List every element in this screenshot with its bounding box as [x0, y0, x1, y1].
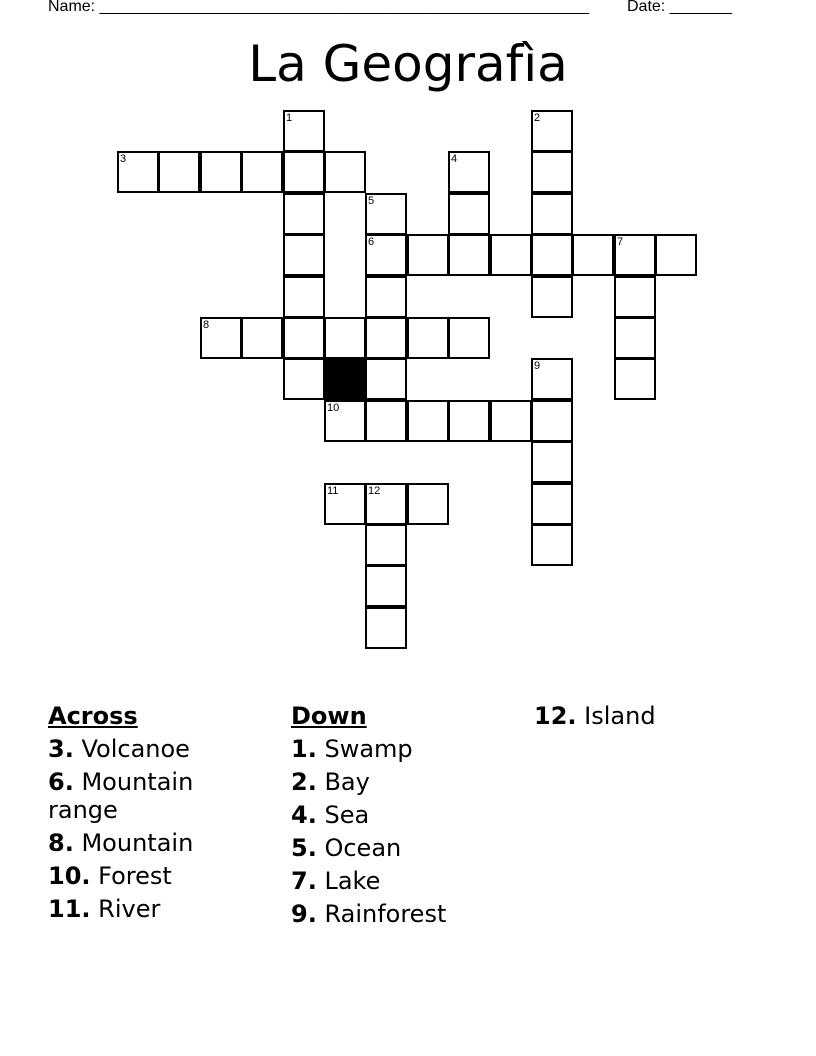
grid-cell[interactable] — [448, 193, 490, 235]
grid-cell[interactable] — [324, 151, 366, 193]
grid-cell[interactable] — [365, 524, 407, 566]
clue-number: 2 — [534, 112, 541, 124]
clue-number: 7 — [617, 236, 624, 248]
across-heading: Across — [48, 702, 138, 730]
grid-cell[interactable] — [407, 483, 449, 525]
grid-cell[interactable] — [531, 276, 573, 318]
clue-number: 3 — [120, 153, 127, 165]
grid-cell[interactable] — [200, 317, 242, 359]
clue-down-4: 4. Sea — [291, 801, 370, 829]
down-heading: Down — [291, 702, 367, 730]
clue-across-11: 11. River — [48, 895, 161, 923]
grid-cell[interactable] — [324, 483, 366, 525]
grid-cell[interactable] — [200, 151, 242, 193]
clue-number: 11 — [327, 485, 339, 497]
clue-down-5: 5. Ocean — [291, 834, 402, 862]
grid-cell[interactable] — [407, 400, 449, 442]
clue-across-6: 6. Mountain range — [48, 768, 194, 824]
grid-cell[interactable] — [365, 193, 407, 235]
name-field-label: Name: _______________________________________________________ — [48, 0, 589, 15]
grid-cell[interactable] — [283, 110, 325, 152]
blocked-cell — [324, 358, 366, 400]
clue-number: 12 — [368, 485, 381, 497]
grid-cell[interactable] — [365, 483, 407, 525]
clue-number: 6 — [368, 236, 375, 248]
grid-cell[interactable] — [158, 151, 200, 193]
grid-cell[interactable] — [365, 400, 407, 442]
clue-number: 9 — [534, 360, 541, 372]
clue-number: 5 — [368, 195, 375, 207]
grid-cell[interactable] — [614, 276, 656, 318]
down-clues — [291, 702, 511, 933]
grid-cell[interactable] — [324, 400, 366, 442]
grid-cell[interactable] — [448, 151, 490, 193]
grid-cell[interactable] — [283, 193, 325, 235]
grid-cell[interactable] — [407, 234, 449, 276]
grid-cell[interactable] — [531, 358, 573, 400]
grid-cell[interactable] — [531, 110, 573, 152]
grid-cell[interactable] — [531, 400, 573, 442]
clue-across-10: 10. Forest — [48, 862, 172, 890]
clue-across-8: 8. Mountain — [48, 829, 194, 857]
clue-number: 1 — [286, 112, 293, 124]
grid-cell[interactable] — [531, 234, 573, 276]
grid-cell[interactable] — [614, 358, 656, 400]
grid-cell[interactable] — [448, 234, 490, 276]
clue-down-7: 7. Lake — [291, 867, 381, 895]
grid-cell[interactable] — [531, 441, 573, 483]
grid-cell[interactable] — [365, 276, 407, 318]
grid-cell[interactable] — [241, 151, 283, 193]
clue-down-12: 12. Island — [534, 702, 656, 730]
grid-cell[interactable] — [614, 317, 656, 359]
grid-cell[interactable] — [655, 234, 697, 276]
clue-down-9: 9. Rainforest — [291, 900, 447, 928]
puzzle-title: La Geografìa — [248, 35, 568, 93]
grid-cell[interactable] — [448, 317, 490, 359]
grid-cell[interactable] — [614, 234, 656, 276]
grid-cell[interactable] — [490, 400, 532, 442]
grid-cell[interactable] — [572, 234, 614, 276]
grid-cell[interactable] — [283, 276, 325, 318]
clue-number: 10 — [327, 402, 340, 414]
grid-cell[interactable] — [365, 317, 407, 359]
grid-cell[interactable] — [283, 358, 325, 400]
grid-cell[interactable] — [117, 151, 159, 193]
clue-across-3: 3. Volcanoe — [48, 735, 190, 763]
grid-cell[interactable] — [407, 317, 449, 359]
grid-cell[interactable] — [490, 234, 532, 276]
down-clues-continued — [534, 702, 774, 735]
grid-cell[interactable] — [324, 317, 366, 359]
grid-cell[interactable] — [365, 358, 407, 400]
grid-cell[interactable] — [531, 193, 573, 235]
grid-cell[interactable] — [283, 317, 325, 359]
clue-down-2: 2. Bay — [291, 768, 370, 796]
grid-cell[interactable] — [365, 234, 407, 276]
grid-cell[interactable] — [365, 565, 407, 607]
clue-number: 4 — [451, 153, 458, 165]
across-clues — [48, 702, 248, 928]
grid-cell[interactable] — [283, 234, 325, 276]
date-field-label: Date: _______ — [627, 0, 732, 15]
grid-cell[interactable] — [531, 151, 573, 193]
grid-cell[interactable] — [241, 317, 283, 359]
clue-down-1: 1. Swamp — [291, 735, 413, 763]
grid-cell[interactable] — [365, 607, 407, 649]
clue-number: 8 — [203, 319, 210, 331]
grid-cell[interactable] — [283, 151, 325, 193]
grid-cell[interactable] — [448, 400, 490, 442]
grid-cell[interactable] — [531, 524, 573, 566]
grid-cell[interactable] — [531, 483, 573, 525]
